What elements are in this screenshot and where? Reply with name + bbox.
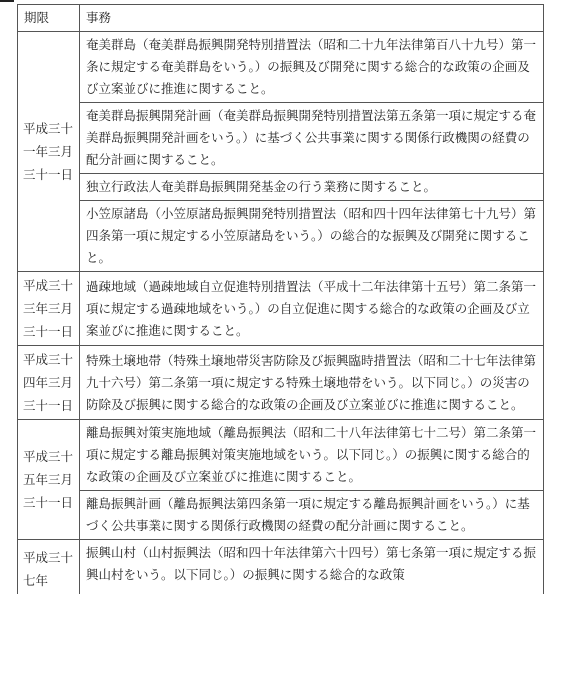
table-row (18, 32, 544, 103)
period-cell: 平成三十三年三月三十一日 (18, 272, 80, 346)
header-matters: 事務 (80, 5, 544, 32)
matter-cell: 独立行政法人奄美群島振興開発基金の行う業務に関すること。 (80, 174, 544, 201)
period-cell: 平成三十七年 (18, 540, 80, 595)
matter-cell: 過疎地域（過疎地域自立促進特別措置法（平成十二年法律第十五号）第二条第一項に規定する過疎地域をいう。）の自立促進に関する総合的な政策の企画及び立案並びに推進に関すること。 (80, 272, 544, 346)
matter-cell: 特殊土壌地帯（特殊土壌地帯災害防除及び振興臨時措置法（昭和二十七年法律第九十六号）第二条第一項に規定する特殊土壌地帯をいう。以下同じ。）の災害の防除及び振興に関する総合的な政策の企画及び立案並びに推進に関すること。 (80, 346, 544, 420)
table-row (18, 174, 544, 201)
table-row (18, 272, 544, 346)
table-row (18, 491, 544, 540)
header-period: 期限 (18, 5, 80, 32)
matter-cell: 離島振興計画（離島振興法第四条第一項に規定する離島振興計画をいう。）に基づく公共事業に関する関係行政機関の経費の配分計画に関すること。 (80, 491, 544, 540)
matter-cell: 奄美群島振興開発計画（奄美群島振興開発特別措置法第五条第一項に規定する奄美群島振興開発計画をいう。）に基づく公共事業に関する関係行政機関の経費の配分計画に関すること。 (80, 103, 544, 174)
table-row (18, 201, 544, 272)
matter-cell: 離島振興対策実施地域（離島振興法（昭和二十八年法律第七十二号）第二条第一項に規定する離島振興対策実施地域をいう。以下同じ。）の振興に関する総合的な政策の企画及び立案並びに推進に関すること。 (80, 420, 544, 491)
table-row (18, 540, 544, 595)
period-cell: 平成三十五年三月三十一日 (18, 420, 80, 540)
matter-cell: 小笠原諸島（小笠原諸島振興開発特別措置法（昭和四十四年法律第七十九号）第四条第一項に規定する小笠原諸島をいう。）の総合的な振興及び開発に関すること。 (80, 201, 544, 272)
table-header-row (18, 5, 544, 32)
table-row (18, 103, 544, 174)
top-edge-mark (0, 0, 14, 2)
period-cell: 平成三十四年三月三十一日 (18, 346, 80, 420)
matter-cell: 振興山村（山村振興法（昭和四十年法律第六十四号）第七条第一項に規定する振興山村をいう。以下同じ。）の振興に関する総合的な政策 (80, 540, 544, 595)
table-row (18, 346, 544, 420)
matter-cell: 奄美群島（奄美群島振興開発特別措置法（昭和二十九年法律第百八十九号）第一条に規定する奄美群島をいう。）の振興及び開発に関する総合的な政策の企画及び立案並びに推進に関すること。 (80, 32, 544, 103)
table-row (18, 420, 544, 491)
deadline-matters-table (17, 4, 544, 594)
period-cell: 平成三十一年三月三十一日 (18, 32, 80, 272)
